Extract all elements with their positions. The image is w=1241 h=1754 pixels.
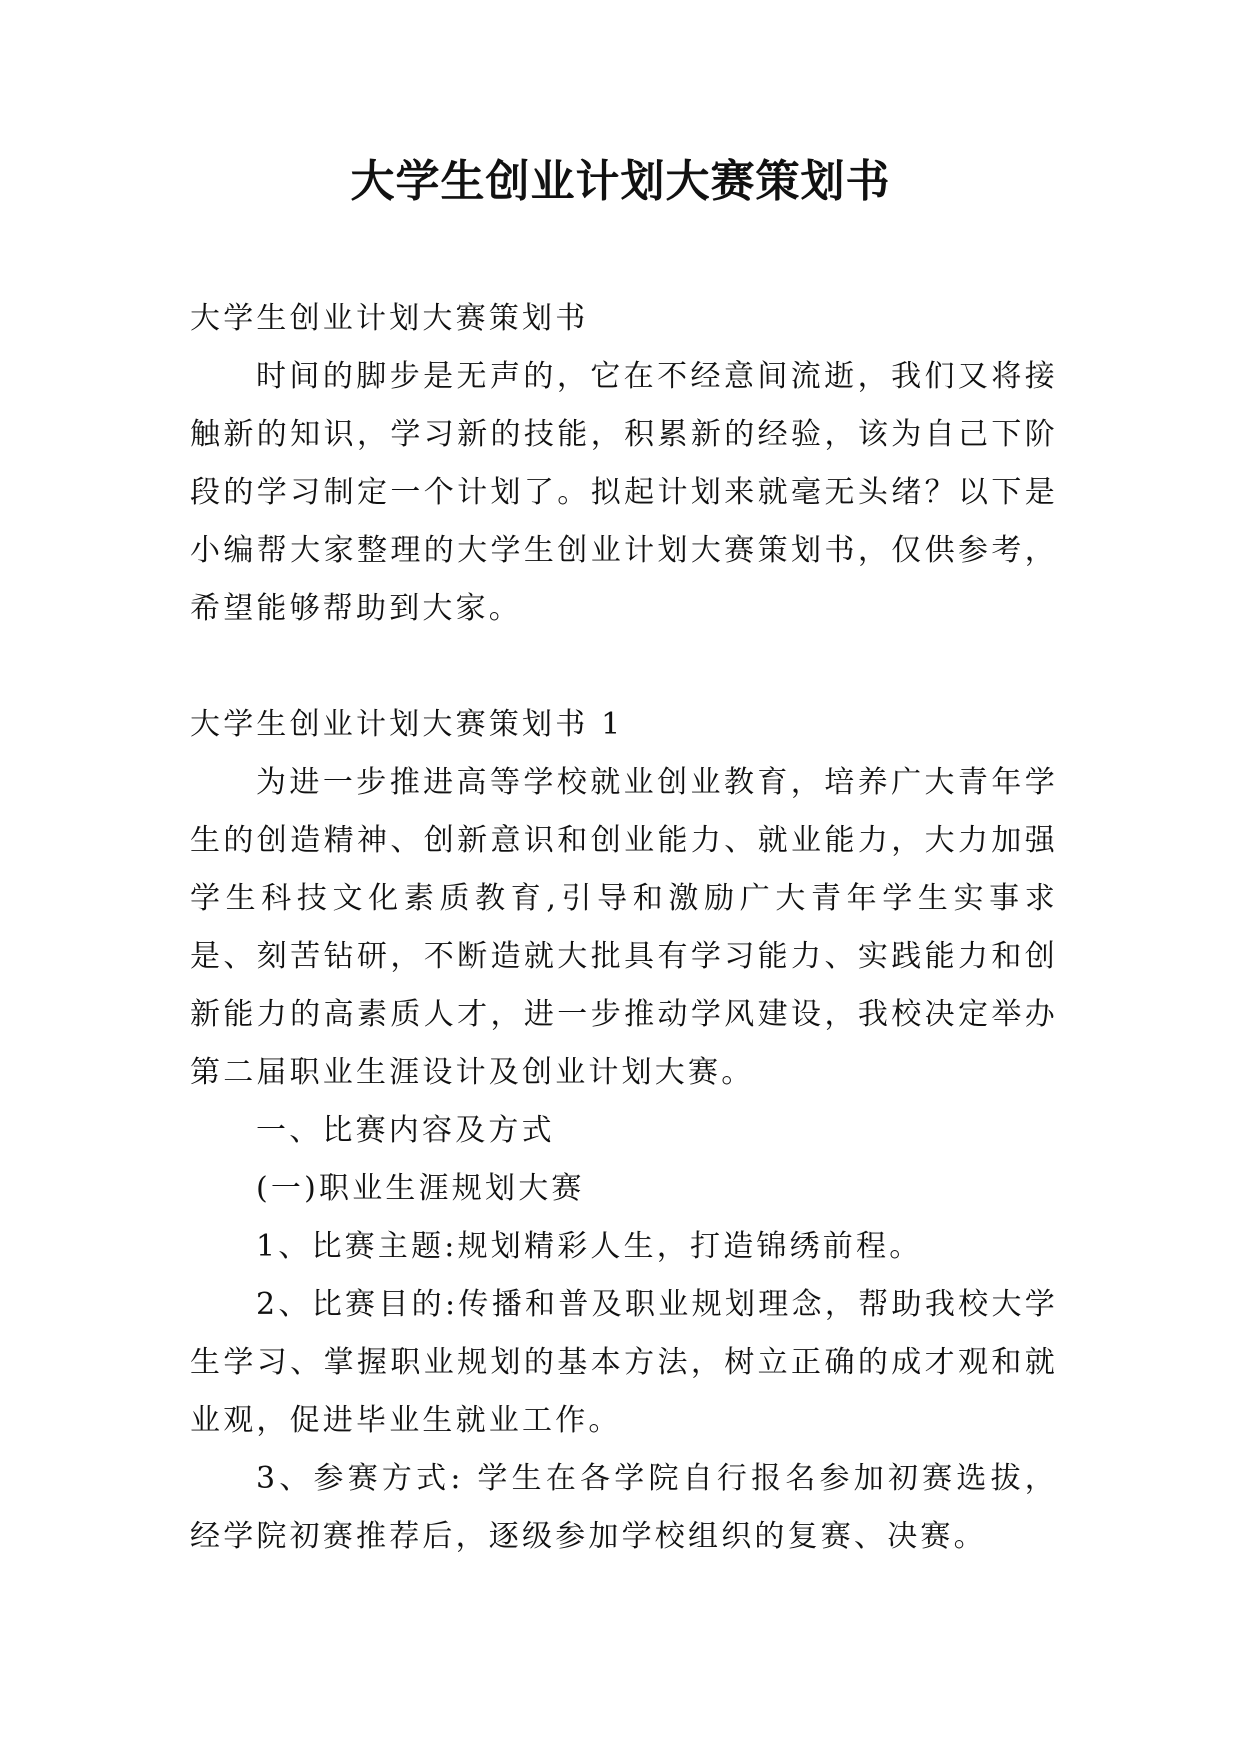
- document-title: 大学生创业计划大赛策划书: [350, 156, 891, 207]
- document-body: [190, 290, 1058, 1566]
- item-2-paragraph: 2、比赛目的:传播和普及职业规划理念，帮助我校大学生学习、掌握职业规划的基本方法，树立正确的成才观和就业观，促进毕业生就业工作。: [190, 1287, 1058, 1438]
- section-paragraph: 为进一步推进高等学校就业创业教育，培养广大青年学生的创造精神、创新意识和创业能力、就业能力，大力加强学生科技文化素质教育,引导和激励广大青年学生实事求是、刻苦钻研，不断造就大批具有学习能力、实践能力和创新能力的高素质人才，进一步推动学风建设，我校决定举办第二届职业生涯设计及创业计划大赛。: [190, 765, 1058, 1090]
- document-subtitle: 大学生创业计划大赛策划书: [190, 301, 589, 336]
- item-3-paragraph: 3、参赛方式: 学生在各学院自行报名参加初赛选拔，经学院初赛推荐后，逐级参加学校组织的复赛、决赛。: [190, 1461, 1058, 1554]
- item-heading: 一、比赛内容及方式: [256, 1113, 555, 1148]
- section-title: 大学生创业计划大赛策划书 1: [190, 707, 624, 742]
- sub-heading: (一)职业生涯规划大赛: [256, 1171, 585, 1206]
- intro-paragraph: 时间的脚步是无声的，它在不经意间流逝，我们又将接触新的知识，学习新的技能，积累新的经验，该为自己下阶段的学习制定一个计划了。拟起计划来就毫无头绪？以下是小编帮大家整理的大学生创业计划大赛策划书，仅供参考，希望能够帮助到大家。: [190, 359, 1058, 626]
- paragraph-gap: [190, 638, 1058, 696]
- item-1-paragraph: 1、比赛主题:规划精彩人生，打造锦绣前程。: [256, 1229, 923, 1264]
